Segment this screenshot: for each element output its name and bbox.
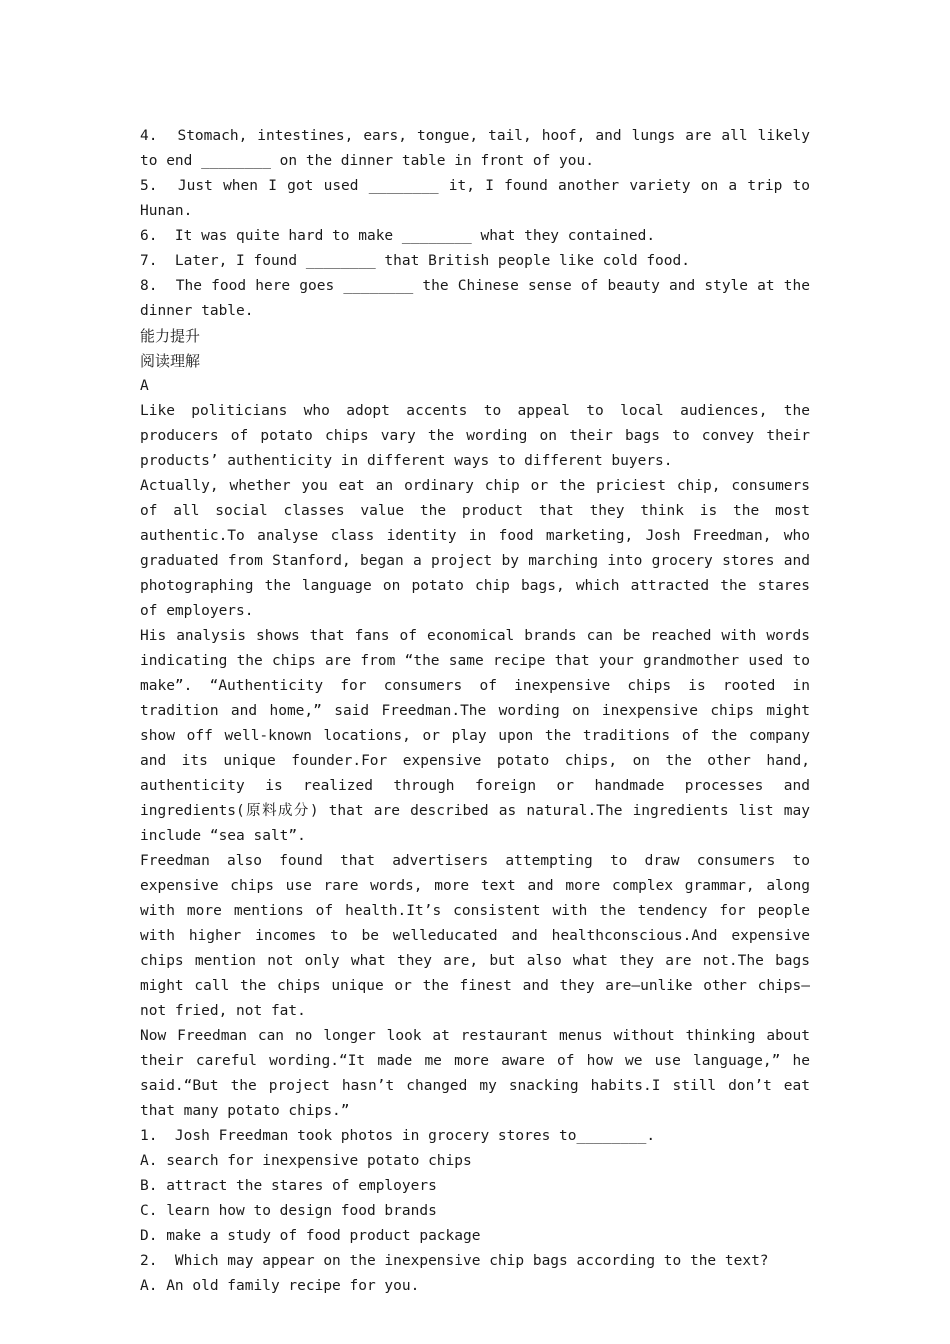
- question-1: 1. Josh Freedman took photos in grocery stores to________.: [140, 1128, 656, 1144]
- question-1-option-b: B. attract the stares of employers: [140, 1178, 437, 1194]
- exercise-item-5: 5. Just when I got used ________ it, I found another variety on a trip to Hunan.: [140, 178, 819, 219]
- passage-paragraph-1: Like politicians who adopt accents to appeal to local audiences, the producers of potato chips vary the wording on their bags to convey their products’ authenticity in different ways to different buyers.: [140, 403, 819, 469]
- document-page: [140, 124, 819, 1299]
- question-1-option-c: C. learn how to design food brands: [140, 1203, 437, 1219]
- sub-heading: 阅读理解: [140, 352, 201, 370]
- exercise-item-4: 4. Stomach, intestines, ears, tongue, tail, hoof, and lungs are all likely to end ________ on the dinner table in front of you.: [140, 128, 819, 169]
- passage-paragraph-4: Freedman also found that advertisers attempting to draw consumers to expensive chips use rare words, more text and more complex grammar, along with more mentions of health.It’s consistent with the tendency for people with higher incomes to be welleducated and healthconscious.And expensive chips mention not only what they are, but also what they are not.The bags might call the chips unique or the finest and they are—unlike other chips—not fried, not fat.: [140, 853, 819, 1019]
- question-1-option-a: A. search for inexpensive potato chips: [140, 1153, 472, 1169]
- exercise-item-7: 7. Later, I found ________ that British people like cold food.: [140, 253, 690, 269]
- passage-paragraph-5: Now Freedman can no longer look at restaurant menus without thinking about their careful wording.“It made me more aware of how we use language,” he said.“But the project hasn’t changed my snacking habits.I still don’t eat that many potato chips.”: [140, 1028, 819, 1119]
- exercise-item-8: 8. The food here goes ________ the Chinese sense of beauty and style at the dinner table.: [140, 278, 819, 319]
- section-heading: 能力提升: [140, 327, 201, 345]
- passage-paragraph-3: His analysis shows that fans of economical brands can be reached with words indicating the chips are from “the same recipe that your grandmother used to make”. “Authenticity for consumers of inexpensive chips is rooted in tradition and home,” said Freedman.The wording on inexpensive chips might show off well-known locations, or play upon the traditions of the company and its unique founder.For expensive potato chips, on the other hand, authenticity is realized through foreign or handmade processes and ingredients(原料成分) that are described as natural.The ingredients list may include “sea salt”.: [140, 628, 819, 844]
- question-2: 2. Which may appear on the inexpensive chip bags according to the text?: [140, 1253, 769, 1269]
- question-1-option-d: D. make a study of food product package: [140, 1228, 481, 1244]
- question-2-option-a: A. An old family recipe for you.: [140, 1278, 420, 1294]
- exercise-item-6: 6. It was quite hard to make ________ what they contained.: [140, 228, 656, 244]
- passage-label: A: [140, 378, 149, 394]
- passage-paragraph-2: Actually, whether you eat an ordinary chip or the priciest chip, consumers of all social classes value the product that they think is the most authentic.To analyse class identity in food marketing, Josh Freedman, who graduated from Stanford, began a project by marching into grocery stores and photographing the language on potato chip bags, which attracted the stares of employers.: [140, 478, 819, 619]
